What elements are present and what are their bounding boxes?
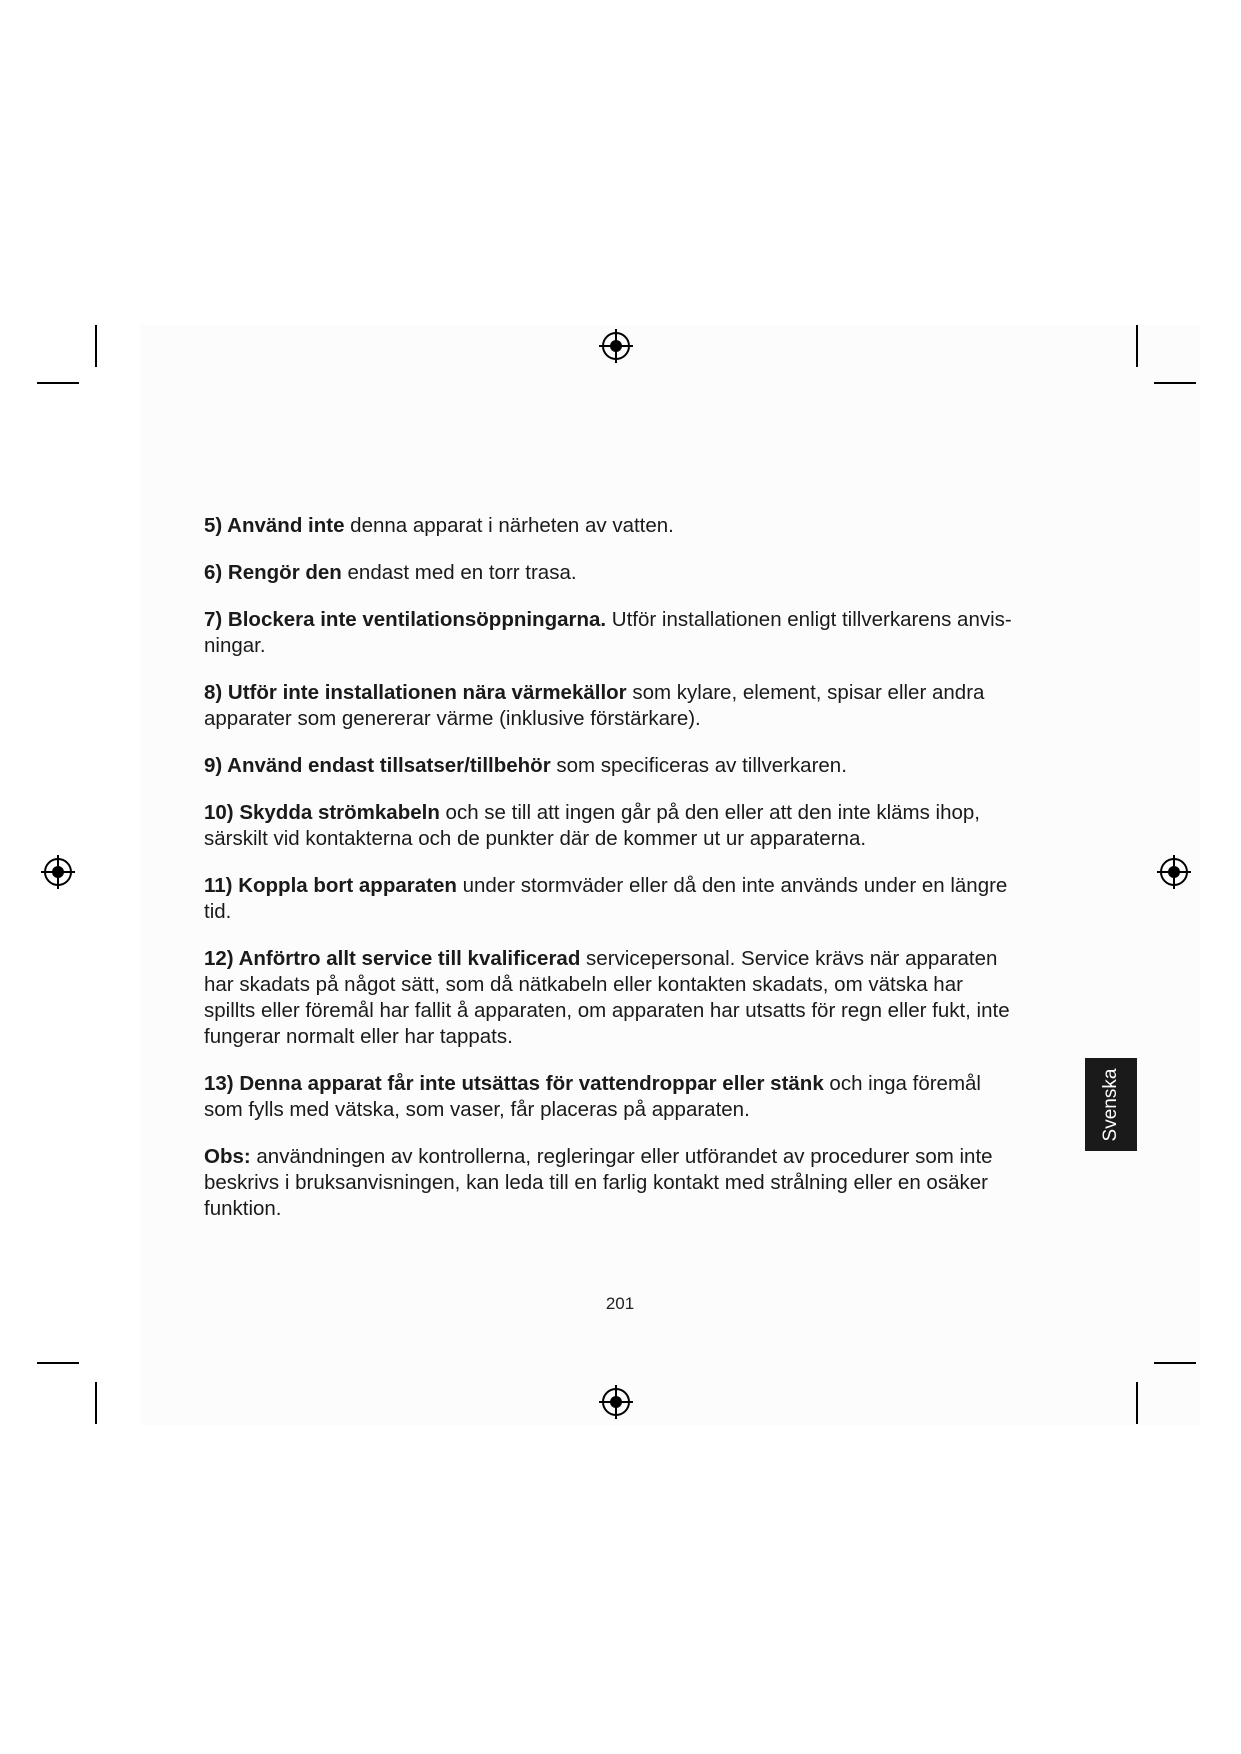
registration-mark-left-icon bbox=[40, 854, 76, 890]
crop-mark-bottom-right-vertical bbox=[1136, 1382, 1138, 1424]
registration-mark-right-icon bbox=[1156, 854, 1192, 890]
instruction-5: 5) Använd inte denna apparat i närheten av vatten. bbox=[204, 514, 674, 537]
instruction-8: 8) Utför inte installationen nära värmekällor som kylare, element, spisar eller andra apparater som genererar värme (inklusive förstärkare). bbox=[204, 681, 985, 730]
note-paragraph: Obs: användningen av kontrollerna, regleringar eller utförandet av procedurer som inte beskrivs i bruksanvisningen, kan leda till en farlig kontakt med strålning eller en osäker funktion. bbox=[204, 1145, 993, 1220]
instruction-12: 12) Anförtro allt service till kvalificerad servicepersonal. Service krävs när apparaten har skadats på något sätt, som då nätkabeln eller kontakten skadats, om vätska har spillts eller föremål har fallit å apparaten, om apparaten har utsatts för regn eller fukt, inte fungerar normalt eller har tappats. bbox=[204, 947, 1010, 1048]
crop-mark-top-right-vertical bbox=[1136, 325, 1138, 367]
instruction-6: 6) Rengör den endast med en torr trasa. bbox=[204, 561, 577, 584]
language-tab-label: Svenska bbox=[1100, 1068, 1121, 1141]
safety-instructions bbox=[204, 513, 1044, 1243]
instruction-9: 9) Använd endast tillsatser/tillbehör som specificeras av tillverkaren. bbox=[204, 754, 847, 777]
crop-mark-top-left-horizontal bbox=[37, 382, 79, 384]
page-number: 201 bbox=[605, 1294, 635, 1313]
instruction-11: 11) Koppla bort apparaten under stormväder eller då den inte används under en längre tid. bbox=[204, 874, 1008, 923]
instruction-10: 10) Skydda strömkabeln och se till att ingen går på den eller att den inte kläms ihop, särskilt vid kontakterna och de punkter där de kommer ut ur apparaterna. bbox=[204, 801, 981, 850]
crop-mark-bottom-left-horizontal bbox=[37, 1362, 79, 1364]
crop-mark-top-right-horizontal bbox=[1154, 382, 1196, 384]
language-tab bbox=[1085, 1058, 1137, 1151]
crop-mark-top-left-vertical bbox=[95, 325, 97, 367]
registration-mark-top-icon bbox=[598, 328, 634, 364]
instruction-13: 13) Denna apparat får inte utsättas för vattendroppar eller stänk och inga föremål som fylls med vätska, som vaser, får placeras på apparaten. bbox=[204, 1072, 981, 1121]
instruction-7: 7) Blockera inte ventilationsöppningarna. Utför installationen enligt tillverkarens anvis- ningar. bbox=[204, 608, 1012, 657]
crop-mark-bottom-left-vertical bbox=[95, 1382, 97, 1424]
registration-mark-bottom-icon bbox=[598, 1384, 634, 1420]
crop-mark-bottom-right-horizontal bbox=[1154, 1362, 1196, 1364]
